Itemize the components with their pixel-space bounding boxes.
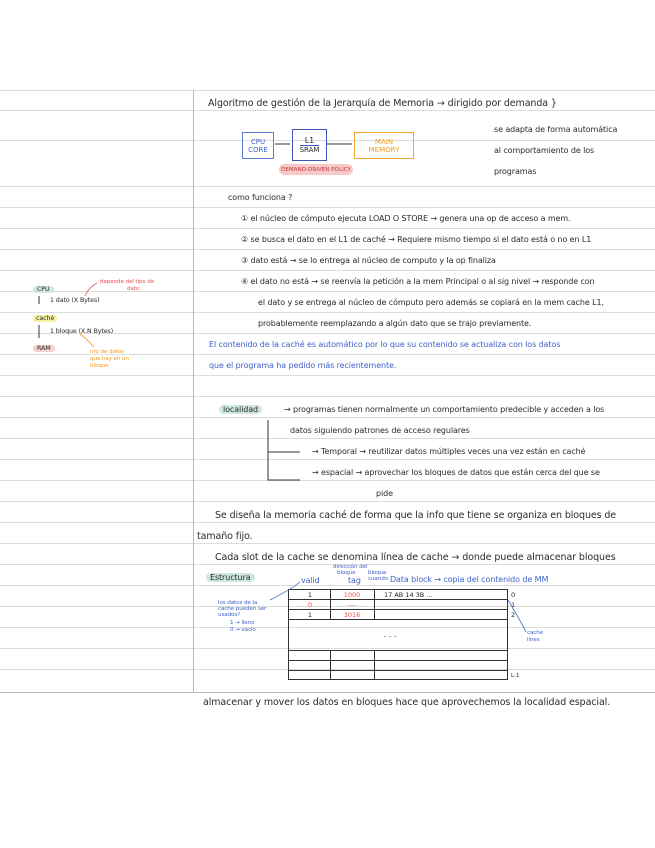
policy-badge: DEMAND-DRIVEN POLICY (279, 164, 353, 175)
valid-note-4: 1 → lleno (230, 620, 255, 626)
nro-note-1: nro de datos (90, 349, 125, 355)
footer-note: almacenar y mover los datos en bloques hace que aprovechemos la localidad espacial. (203, 697, 611, 708)
depende-arrow (85, 283, 97, 296)
nro-note-2: que hay en un (90, 356, 129, 362)
data-block-label: Data block → copia del contenido de MM (390, 575, 549, 584)
cache-lines-arrow (508, 600, 526, 632)
row-1-valid: 0 (307, 601, 313, 609)
pide-line: pide (376, 489, 393, 498)
tag-label: tag (348, 576, 361, 585)
step-4-cont: el dato y se entrega al núcleo de cómputo pero además se copiará en la mem cache L1, (258, 298, 604, 307)
step-4: ④ el dato no está → se reenvía la petición a la mem Principal o al sig nivel → responde con (241, 277, 595, 286)
bloque-label: 1 bloque (X.N Bytes) (50, 328, 114, 335)
l1-label: L1 (304, 135, 315, 145)
nro-arrow (80, 334, 94, 347)
row-2-valid: 1 (307, 611, 313, 619)
row-0-data: 17 AB 14 3B ... (384, 591, 433, 599)
row-0-valid: 1 (307, 591, 313, 599)
localidad-line-2: datos siguiendo patrones de acceso regulares (290, 426, 470, 435)
espacial-line: → espacial → aprovechar los bloques de datos que están cerca del que se (312, 468, 600, 477)
valid-arrow (270, 582, 300, 600)
como-question: como funciona ? (228, 193, 293, 202)
cache-lines-label-2: lines (527, 637, 540, 643)
ram-highlight: RAM (33, 345, 55, 352)
adapt-line-1: se adapta de forma automática (494, 125, 618, 134)
step-3: ③ dato está → se lo entrega al núcleo de computo y la op finaliza (241, 256, 496, 265)
step-1: ① el núcleo de cómputo ejecuta LOAD O STORE → genera una op de acceso a mem. (241, 214, 571, 223)
dir-label-2: bloque (337, 570, 356, 576)
sram-label: SRAM (299, 145, 320, 154)
temporal-line: → Temporal → reutilizar datos múltiples veces una vez están en caché (312, 447, 586, 456)
step-2: ② se busca el dato en el L1 de caché → Requiere mismo tiempo si el dato está o no en L1 (241, 235, 592, 244)
depende-note-1: depende del tipo de (100, 279, 155, 285)
bloque-label-1: bloque (368, 570, 387, 576)
valid-note-5: 0 → vacío (230, 627, 256, 633)
blue-note-1: El contenido de la caché es automático por lo que su contenido se actualiza con los datos (209, 340, 561, 349)
dir-label-1: dirección del (333, 564, 368, 570)
row-0-tag: 1000 (343, 591, 361, 599)
row-2-tag: 3016 (343, 611, 361, 619)
bloque-label-2: cuando (368, 576, 388, 582)
design-line-2: tamaño fijo. (197, 531, 253, 542)
adapt-line-3: programas (494, 167, 537, 176)
cpu-core-label: CPU CORE (248, 137, 268, 154)
estructura-highlight: Estructura (206, 573, 255, 582)
localidad-line-1: → programas tienen normalmente un comportamiento predecible y acceden a los (284, 405, 605, 414)
localidad-bracket (268, 420, 300, 480)
design-line-1: Se diseña la memoria caché de forma que la info que tiene se organiza en bloques de (215, 510, 617, 521)
dato-label: 1 dato (X Bytes) (50, 297, 100, 304)
slot-line: Cada slot de la cache se denomina línea de cache → donde puede almacenar bloques (215, 552, 616, 563)
step-4-cont-2: probablemente reemplazando a algún dato que se trajo previamente. (258, 319, 532, 328)
adapt-line-2: al comportamiento de los (494, 146, 595, 155)
row-2-index: 2 (511, 611, 516, 619)
last-index: L-1 (511, 673, 520, 679)
depende-note-2: dato (127, 286, 140, 292)
valid-note-1: los datos de la (218, 600, 258, 606)
row-0-index: 0 (511, 591, 516, 599)
table-dots: . . . (383, 630, 397, 639)
localidad-highlight: localidad (219, 405, 262, 414)
nro-note-3: bloque (90, 363, 109, 369)
valid-label: valid (301, 576, 320, 585)
row-1-index: 1 (511, 601, 516, 609)
cache-lines-label-1: cache (527, 630, 544, 636)
cpu-highlight: CPU (33, 286, 54, 293)
main-memory-label: MAIN MEMORY (368, 137, 400, 154)
valid-note-2: cache pueden ser (218, 606, 267, 612)
cache-highlight: caché (33, 315, 57, 322)
row-1-tag: ---- (347, 601, 357, 609)
valid-note-3: usados? (218, 612, 241, 618)
blue-note-2: que el programa ha pedido más recientemente. (209, 361, 397, 370)
page-title: Algoritmo de gestión de la Jerarquía de Memoria → dirigido por demanda } (208, 98, 557, 109)
